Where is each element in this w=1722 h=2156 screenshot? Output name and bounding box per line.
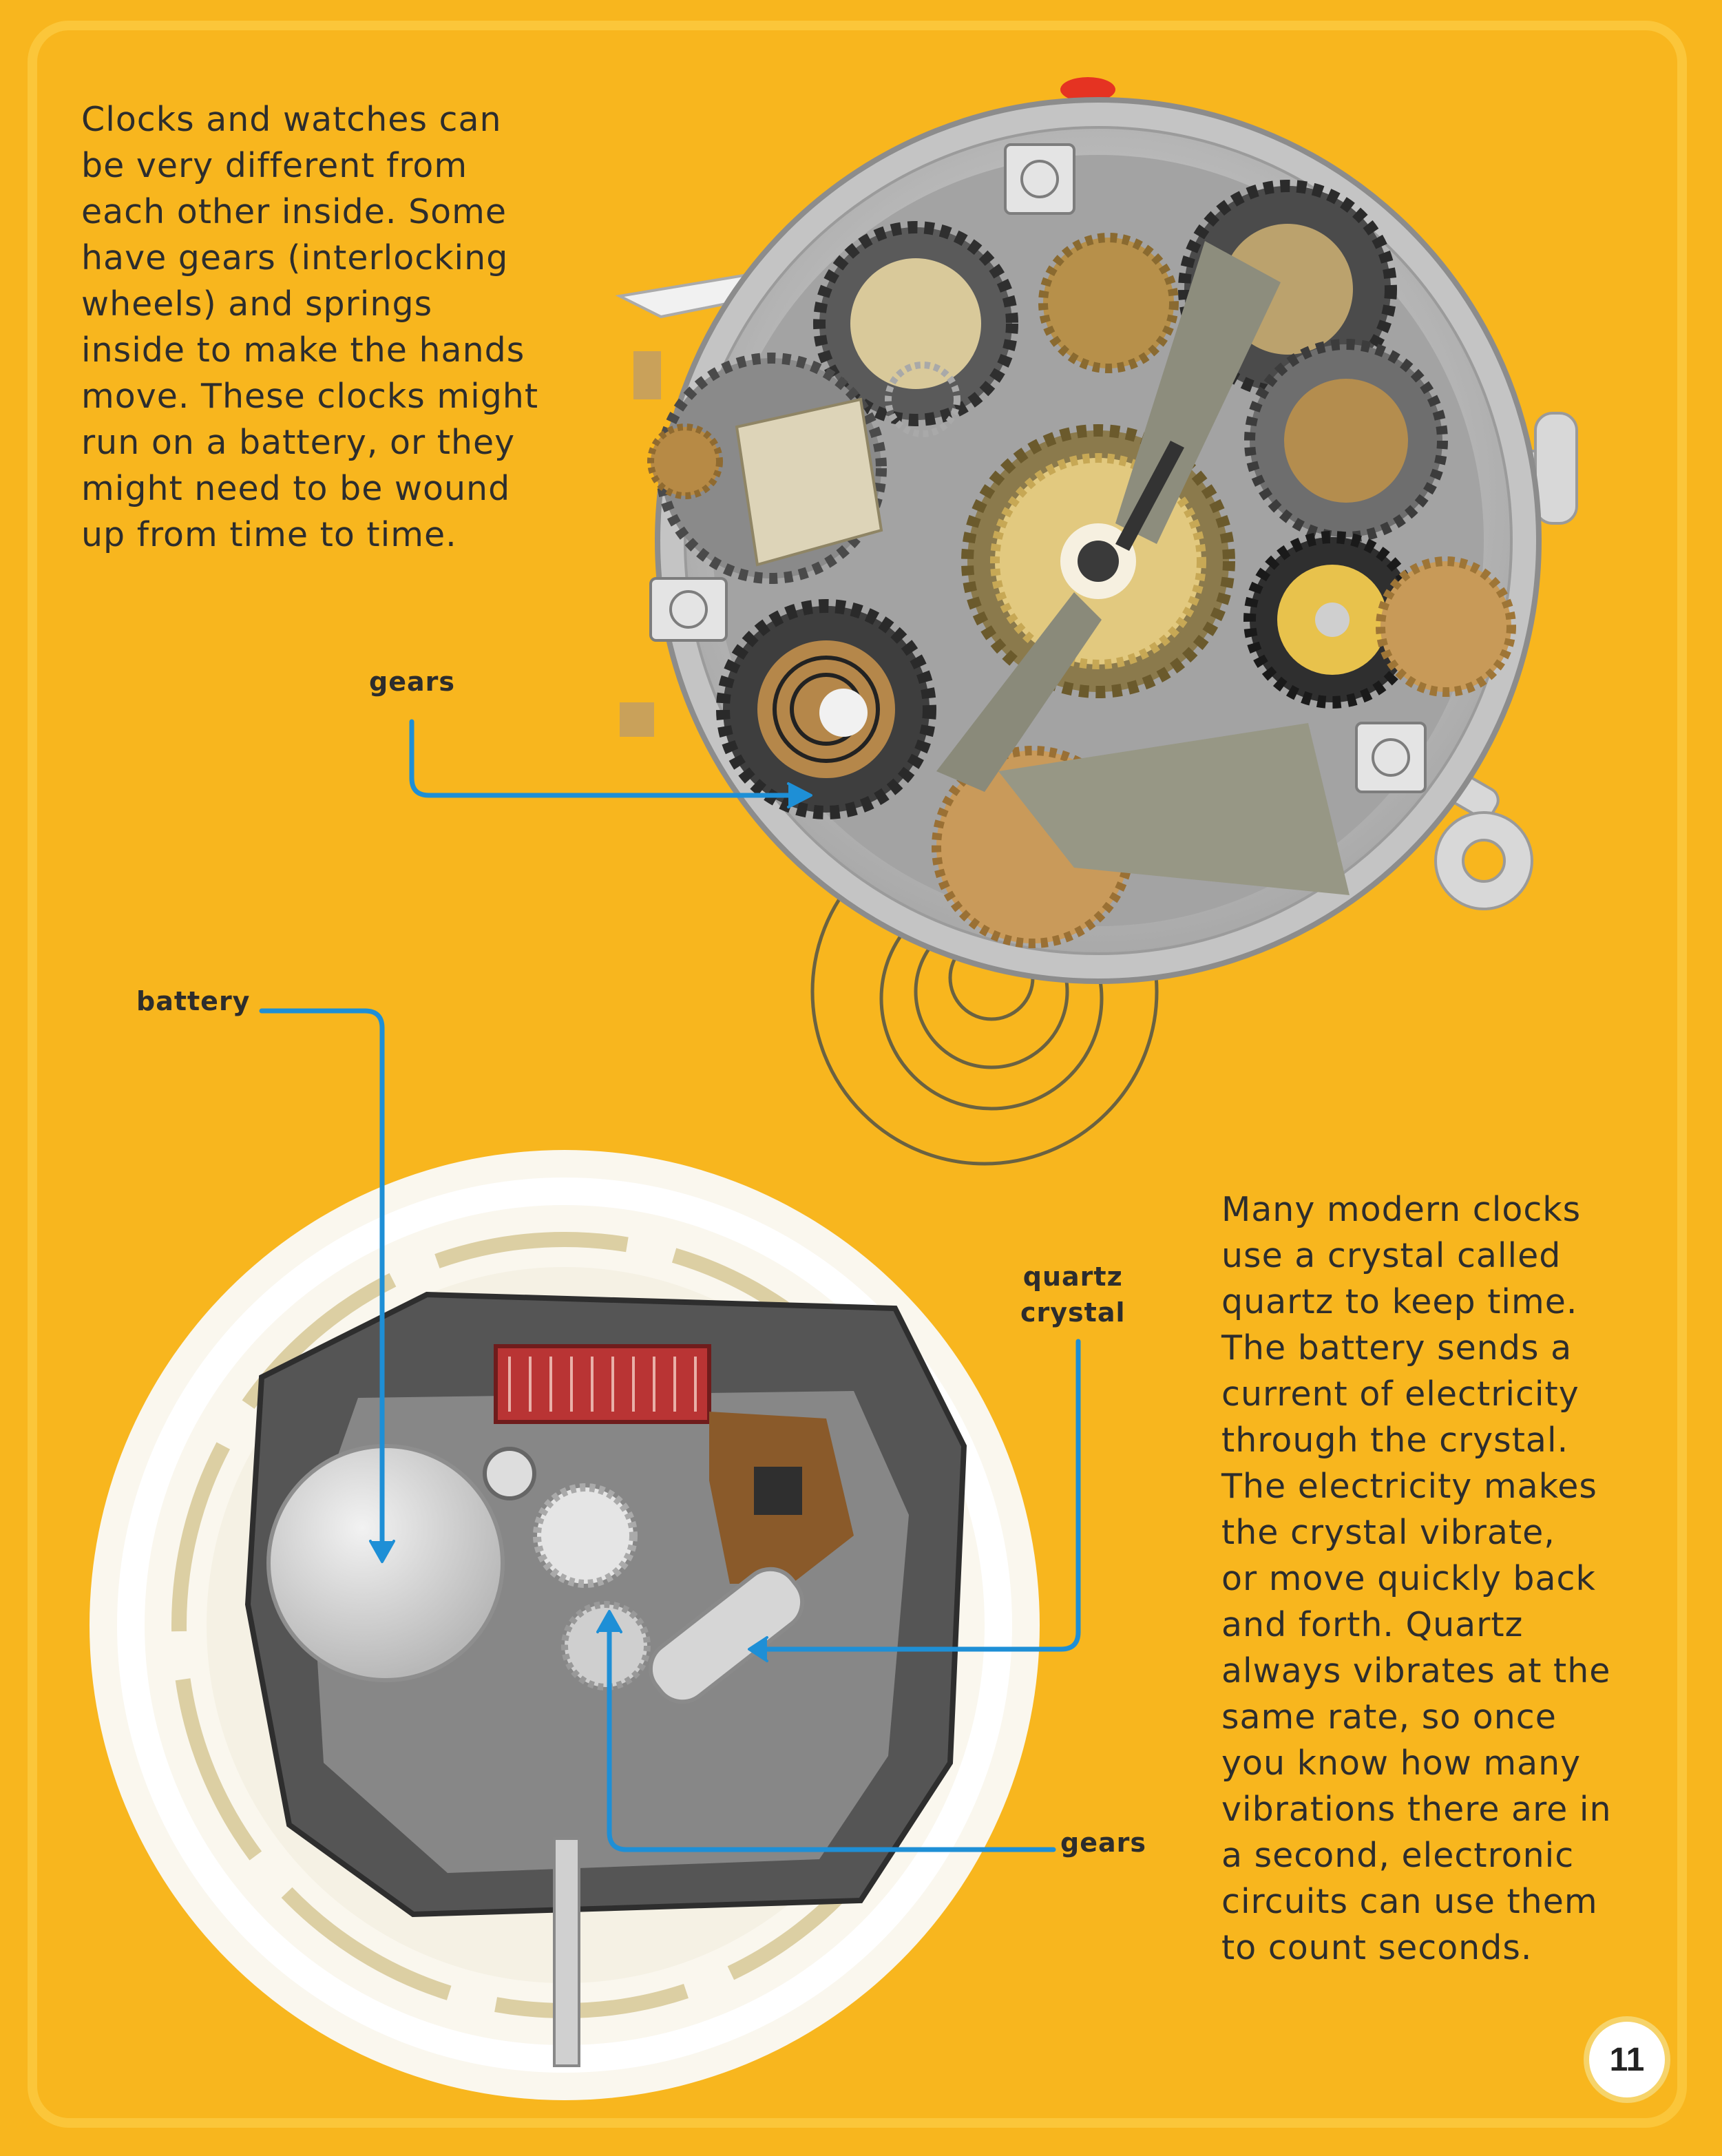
intro-line: wheels) and springs <box>81 284 433 324</box>
quartz-line: vibrations there are in <box>1221 1790 1612 1829</box>
quartz-line: through the crystal. <box>1221 1421 1569 1460</box>
intro-line: each other inside. Some <box>81 192 507 231</box>
label-battery: battery <box>136 986 251 1016</box>
intro-line: might need to be wound <box>81 469 511 508</box>
label-gears-bottom: gears <box>1060 1828 1146 1858</box>
label-quartz-crystal <box>1020 1259 1126 1330</box>
intro-line: Clocks and watches can <box>81 100 502 139</box>
coil <box>496 1346 709 1422</box>
label-quartz-line2: crystal <box>1020 1297 1126 1328</box>
label-quartz-line1: quartz <box>1022 1262 1123 1292</box>
intro-paragraph <box>81 96 538 558</box>
quartz-line: The battery sends a <box>1221 1328 1573 1368</box>
battery <box>269 1446 503 1680</box>
gear-stub <box>633 351 661 399</box>
quartz-watch-illustration <box>90 1150 1040 2100</box>
quartz-line: circuits can use them <box>1221 1882 1598 1921</box>
intro-line: up from time to time. <box>81 515 457 554</box>
quartz-line: same rate, so once <box>1221 1697 1557 1737</box>
quartz-paragraph <box>1221 1186 1612 1971</box>
watch-gear <box>537 1487 633 1584</box>
intro-line: inside to make the hands <box>81 331 525 370</box>
quartz-line: always vibrates at the <box>1221 1651 1611 1691</box>
quartz-line: quartz to keep time. <box>1221 1282 1578 1321</box>
quartz-line: to count seconds. <box>1221 1928 1533 1967</box>
quartz-line: you know how many <box>1221 1744 1582 1783</box>
mechanical-clock-illustration <box>620 77 1577 1164</box>
quartz-line: current of electricity <box>1221 1374 1579 1414</box>
gear-stub <box>620 702 654 737</box>
quartz-line: a second, electronic <box>1221 1836 1575 1875</box>
quartz-line: the crystal vibrate, <box>1221 1513 1555 1552</box>
quartz-line: Many modern clocks <box>1221 1190 1582 1229</box>
intro-line: be very different from <box>81 146 468 185</box>
intro-line: run on a battery, or they <box>81 423 516 462</box>
quartz-line: and forth. Quartz <box>1221 1605 1524 1644</box>
watch-stem <box>554 1839 579 2066</box>
intro-line: have gears (interlocking <box>81 238 509 278</box>
quartz-line: The electricity makes <box>1221 1467 1597 1506</box>
quartz-line: or move quickly back <box>1221 1559 1596 1598</box>
chip <box>754 1467 802 1515</box>
page-number: 11 <box>1584 2016 1670 2103</box>
label-gears-top: gears <box>369 667 455 697</box>
intro-line: move. These clocks might <box>81 377 539 416</box>
quartz-line: use a crystal called <box>1221 1236 1562 1275</box>
